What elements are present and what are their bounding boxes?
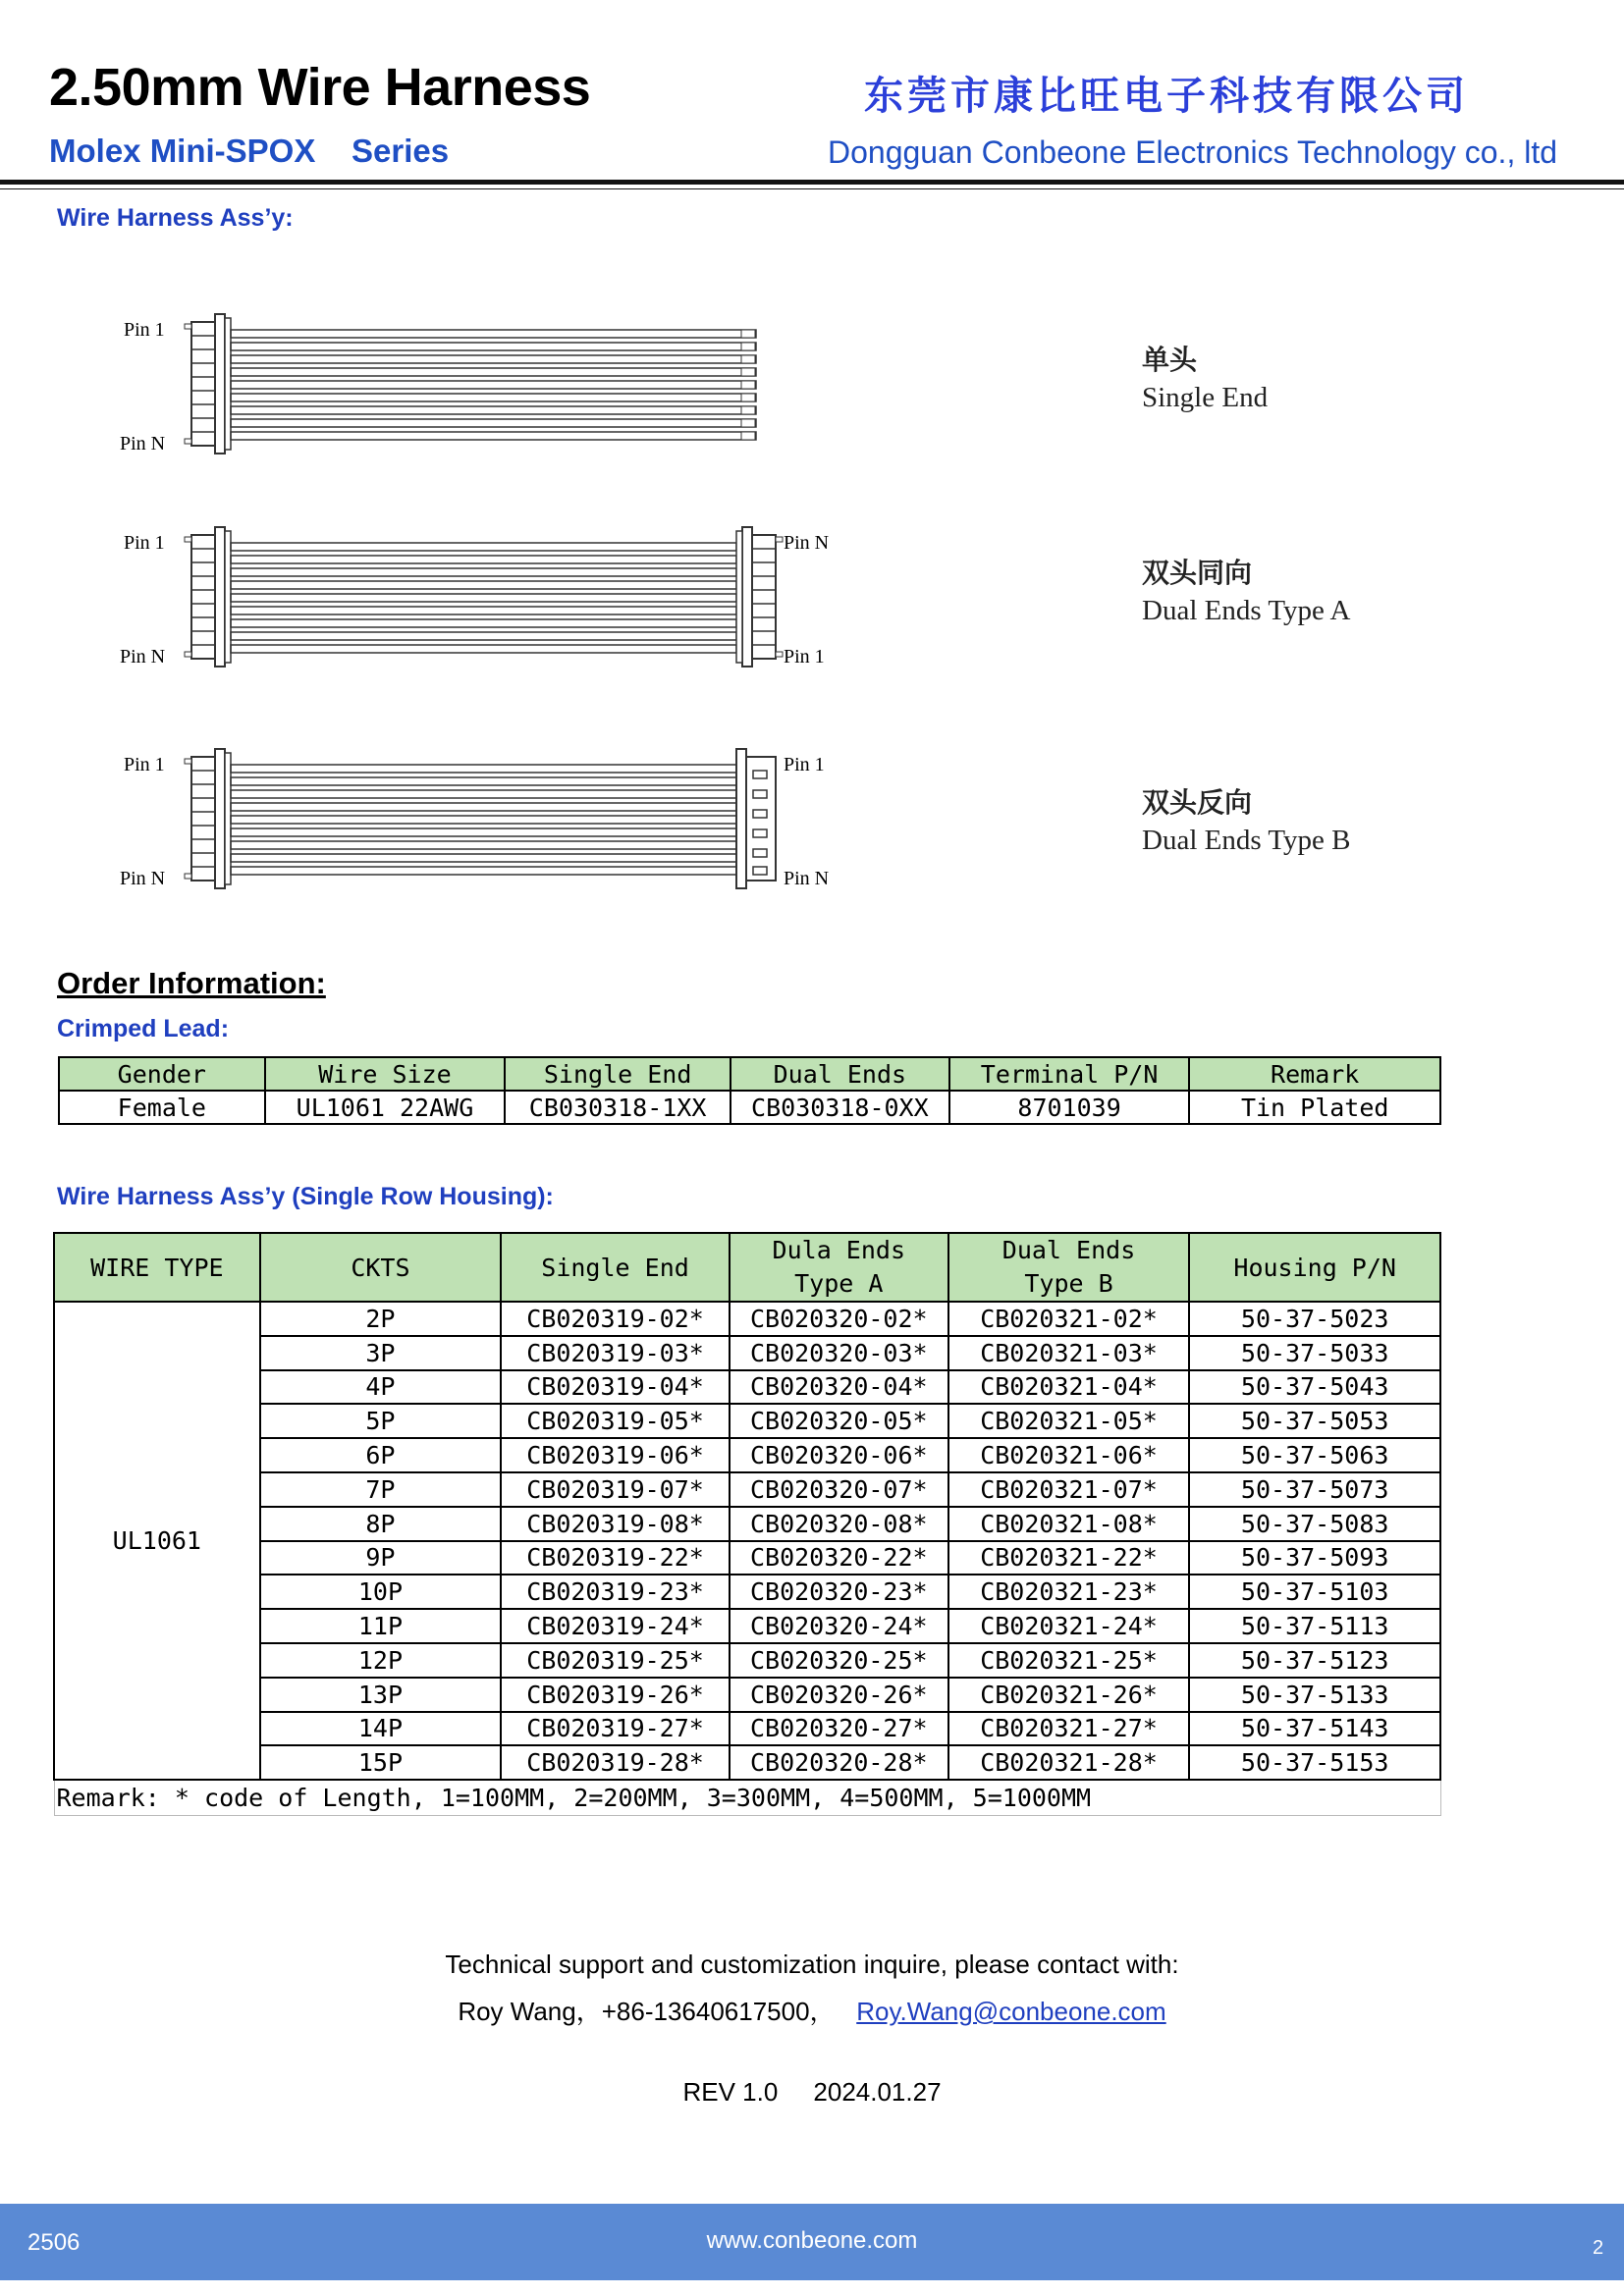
table-cell: CB020320-27*: [730, 1712, 948, 1746]
wire-type-cell: UL1061: [54, 1302, 260, 1780]
table-cell: 50-37-5053: [1189, 1404, 1440, 1438]
svg-text:Pin N: Pin N: [784, 868, 830, 889]
table-cell: CB020320-03*: [730, 1336, 948, 1370]
company-name-en: Dongguan Conbeone Electronics Technology co., ltd: [828, 134, 1558, 170]
page-title: 2.50mm Wire Harness: [49, 58, 591, 117]
footer-code: 2506: [27, 2229, 81, 2256]
table-cell: CB020319-02*: [501, 1302, 730, 1336]
table-cell: CB020320-05*: [730, 1404, 948, 1438]
svg-text:Pin 1: Pin 1: [784, 646, 825, 667]
table-cell: 3P: [260, 1336, 502, 1370]
pin1-label: Pin 1: [124, 319, 165, 341]
crimped-lead-table: [58, 1056, 1441, 1125]
svg-text:Pin N: Pin N: [784, 532, 830, 554]
table-cell: 12P: [260, 1643, 502, 1678]
footer-website[interactable]: www.conbeone.com: [706, 2227, 918, 2254]
remark-row: [54, 1780, 1440, 1815]
table-cell: 9P: [260, 1541, 502, 1575]
table-cell: 50-37-5073: [1189, 1472, 1440, 1507]
table-cell: CB020319-04*: [501, 1370, 730, 1405]
table-cell: CB020321-22*: [948, 1541, 1190, 1575]
table-cell: CB020320-07*: [730, 1472, 948, 1507]
table-cell: CB020319-25*: [501, 1643, 730, 1678]
footer-bar: [0, 2204, 1624, 2280]
table-cell: 14P: [260, 1712, 502, 1746]
wire-harness-diagram: [108, 304, 1090, 903]
table-cell: 50-37-5043: [1189, 1370, 1440, 1405]
series-subtitle: Molex Mini-SPOX Series: [49, 133, 450, 169]
table-cell: CB020320-28*: [730, 1745, 948, 1780]
table-cell: CB020321-08*: [948, 1507, 1190, 1541]
table-cell: CB020319-06*: [501, 1438, 730, 1472]
dual-ends-type-a-harness: [120, 527, 829, 667]
col-housing: Housing P/N: [1189, 1233, 1440, 1302]
table-cell: 50-37-5153: [1189, 1745, 1440, 1780]
table-cell: 50-37-5083: [1189, 1507, 1440, 1541]
crimped-data-row: Female UL1061 22AWG CB030318-1XX CB030318-0XX 8701039 Tin Plated: [59, 1091, 1440, 1124]
table-cell: CB020321-25*: [948, 1643, 1190, 1678]
contact-name-phone: Roy Wang，+86-13640617500，: [458, 1997, 836, 2026]
revision-info: REV 1.0 2024.01.27: [682, 2077, 942, 2107]
table-cell: CB020321-04*: [948, 1370, 1190, 1405]
table-cell: 50-37-5143: [1189, 1712, 1440, 1746]
crimped-header-row: Gender Wire Size Single End Dual Ends Terminal P/N Remark: [59, 1057, 1440, 1091]
table-cell: 50-37-5133: [1189, 1678, 1440, 1712]
table-cell: CB020319-23*: [501, 1575, 730, 1609]
col-ckts: CKTS: [260, 1233, 502, 1302]
svg-text:Pin N: Pin N: [120, 868, 166, 889]
table-cell: CB020319-03*: [501, 1336, 730, 1370]
svg-text:Pin N: Pin N: [120, 646, 166, 667]
single-end-harness: [120, 314, 756, 454]
table-cell: CB020321-05*: [948, 1404, 1190, 1438]
table-cell: CB020321-28*: [948, 1745, 1190, 1780]
table-cell: 50-37-5123: [1189, 1643, 1440, 1678]
pinN-label: Pin N: [120, 433, 166, 454]
svg-text:Pin 1: Pin 1: [124, 754, 165, 775]
table-row: [54, 1336, 1440, 1370]
col-single-end: Single End: [501, 1233, 730, 1302]
single-row-housing-table: [53, 1232, 1441, 1816]
table-cell: 11P: [260, 1609, 502, 1643]
table-cell: CB020321-24*: [948, 1609, 1190, 1643]
svg-text:Pin 1: Pin 1: [784, 754, 825, 775]
table-cell: CB020321-02*: [948, 1302, 1190, 1336]
table-cell: CB020319-08*: [501, 1507, 730, 1541]
table-cell: 8P: [260, 1507, 502, 1541]
single-row-header-row: [54, 1233, 1440, 1302]
table-row: [54, 1438, 1440, 1472]
table-cell: 4P: [260, 1370, 502, 1405]
table-cell: CB020320-26*: [730, 1678, 948, 1712]
table-cell: 6P: [260, 1438, 502, 1472]
table-cell: 50-37-5113: [1189, 1609, 1440, 1643]
table-cell: CB020320-25*: [730, 1643, 948, 1678]
table-cell: CB020321-06*: [948, 1438, 1190, 1472]
table-row: [54, 1745, 1440, 1780]
table-cell: 5P: [260, 1404, 502, 1438]
table-cell: 50-37-5063: [1189, 1438, 1440, 1472]
table-cell: 2P: [260, 1302, 502, 1336]
contact-line: Technical support and customization inquire, please contact with:: [445, 1949, 1179, 1979]
table-row: [54, 1507, 1440, 1541]
table-row: [54, 1404, 1440, 1438]
crimped-lead-heading: Crimped Lead:: [57, 1015, 230, 1042]
table-row: [54, 1541, 1440, 1575]
dual-ends-type-b-harness: [120, 749, 829, 889]
table-row: [54, 1609, 1440, 1643]
table-row: [54, 1302, 1440, 1336]
table-cell: CB020319-22*: [501, 1541, 730, 1575]
company-name-cn: 东莞市康比旺电子科技有限公司: [864, 73, 1469, 119]
col-dual-a: Dula Ends Type A: [730, 1233, 948, 1302]
col-dual-b: Dual Ends Type B: [948, 1233, 1190, 1302]
single-row-heading: Wire Harness Ass’y (Single Row Housing):: [57, 1183, 554, 1210]
table-cell: CB020320-23*: [730, 1575, 948, 1609]
length-remark: Remark: * code of Length, 1=100MM, 2=200MM, 3=300MM, 4=500MM, 5=1000MM: [54, 1780, 1440, 1815]
table-cell: CB020320-04*: [730, 1370, 948, 1405]
table-cell: 50-37-5093: [1189, 1541, 1440, 1575]
table-row: [54, 1472, 1440, 1507]
header-divider-thin: [0, 188, 1624, 189]
svg-text:Pin 1: Pin 1: [124, 532, 165, 554]
table-cell: CB020319-27*: [501, 1712, 730, 1746]
table-cell: 50-37-5023: [1189, 1302, 1440, 1336]
variant-dual-a: 双头同向 Dual Ends Type A: [1142, 557, 1351, 626]
table-cell: CB020321-23*: [948, 1575, 1190, 1609]
table-cell: CB020320-08*: [730, 1507, 948, 1541]
contact-details: [0, 1992, 1624, 2028]
table-cell: CB020320-02*: [730, 1302, 948, 1336]
assembly-heading: Wire Harness Ass’y:: [57, 204, 294, 232]
table-cell: CB020319-07*: [501, 1472, 730, 1507]
table-row: [54, 1370, 1440, 1405]
page-number: 2: [1593, 2237, 1604, 2259]
table-cell: CB020321-26*: [948, 1678, 1190, 1712]
table-cell: CB020321-07*: [948, 1472, 1190, 1507]
table-cell: 7P: [260, 1472, 502, 1507]
variant-single-end: 单头 Single End: [1142, 344, 1269, 413]
table-cell: CB020319-05*: [501, 1404, 730, 1438]
col-wire-type: WIRE TYPE: [54, 1233, 260, 1302]
contact-email-link[interactable]: Roy.Wang@conbeone.com: [856, 1997, 1166, 2026]
table-row: [54, 1678, 1440, 1712]
table-cell: CB020320-06*: [730, 1438, 948, 1472]
table-cell: CB020320-24*: [730, 1609, 948, 1643]
table-cell: 10P: [260, 1575, 502, 1609]
table-row: [54, 1712, 1440, 1746]
table-cell: CB020319-26*: [501, 1678, 730, 1712]
table-cell: 50-37-5033: [1189, 1336, 1440, 1370]
variant-dual-b: 双头反向 Dual Ends Type B: [1142, 786, 1351, 856]
table-cell: CB020319-24*: [501, 1609, 730, 1643]
table-cell: 50-37-5103: [1189, 1575, 1440, 1609]
table-row: [54, 1643, 1440, 1678]
table-cell: CB020321-27*: [948, 1712, 1190, 1746]
table-cell: CB020320-22*: [730, 1541, 948, 1575]
table-cell: 15P: [260, 1745, 502, 1780]
order-information-heading: Order Information:: [57, 966, 326, 1000]
table-row: [54, 1575, 1440, 1609]
header-divider: [0, 180, 1624, 185]
table-cell: CB020319-28*: [501, 1745, 730, 1780]
table-cell: 13P: [260, 1678, 502, 1712]
table-cell: CB020321-03*: [948, 1336, 1190, 1370]
